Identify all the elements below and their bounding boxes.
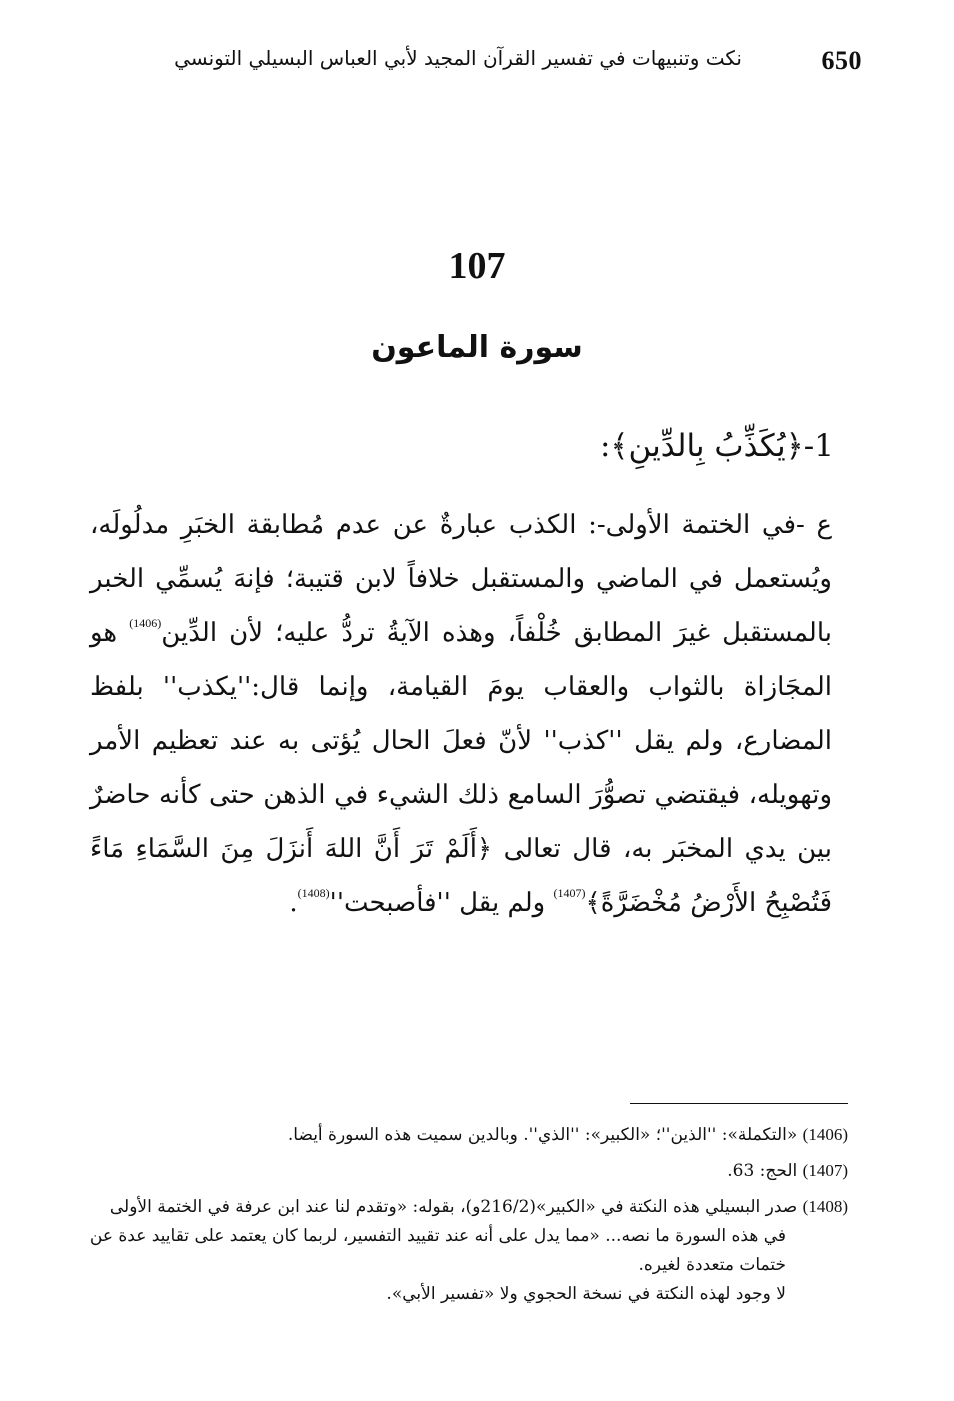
footnote-text: «التكملة»: ''الذين''؛ «الكبير»: ''الذي''. وبالدين سميت هذه السورة أيضا.: [287, 1125, 798, 1145]
footnote-1407: [84, 1156, 848, 1186]
footnote-separator: [630, 1103, 848, 1104]
quran-verse: ﴿أَلَمْ تَرَ أَنَّ اللهَ أَنزَلَ مِنَ السَّمَاءِ مَاءً فَتُصْبِحُ الأَرْضُ مُخْضَرَّةً﴾: [90, 834, 832, 918]
footnote-ref-1408[interactable]: (1408): [297, 886, 330, 900]
section-heading: 1-﴿يُكَذِّبُ بِالدِّينِ﴾:: [599, 428, 834, 464]
running-title: نكت وتنبيهات في تفسير القرآن المجيد لأبي العباس البسيلي التونسي: [174, 46, 742, 70]
footnote-number: (1406): [802, 1125, 848, 1144]
footnote-text: الحج: 63.: [727, 1161, 798, 1181]
body-text: [90, 498, 832, 930]
footnote-number: (1407): [802, 1161, 848, 1180]
body-text-part-3: ولم يقل ''فأصبحت'': [329, 888, 554, 918]
footnote-text-continuation: في هذه السورة ما نصه... «مما يدل على أنه عند تقييد التفسير، لربما كان يعتمد على تقاييد عدة عن ختمات متعددة لغيره.: [89, 1226, 786, 1275]
running-header: [70, 40, 862, 86]
footnote-text: صدر البسيلي هذه النكتة في «الكبير»(216/2و)، بقوله: «وتقدم لنا عند ابن عرفة في الختمة الأولى: [109, 1197, 798, 1217]
surah-title: سورة الماعون: [371, 330, 583, 365]
footnote-1408: [84, 1192, 848, 1309]
body-paragraph: [90, 498, 832, 930]
footnote-ref-1407[interactable]: (1407): [553, 886, 586, 900]
footnote-text-extra: لا وجود لهذه النكتة في نسخة الحجوي ولا «تفسير الأبي».: [386, 1284, 786, 1304]
page-number: 650: [821, 46, 862, 75]
footnote-ref-1406[interactable]: (1406): [129, 616, 162, 630]
footnotes: [84, 1120, 848, 1315]
body-text-part-2: هو المجَازاة بالثواب والعقاب يومَ القيامة، وإنما قال:''يكذب'' بلفظ المضارع، ولم يقل ''كذب'' لأنّ فعلَ الحال يُؤتى به عند تعظيم الأمر وتهويله، فيقتضي تصوُّرَ السامع ذلك الشيء في الذهن حتى كأنه حاضرٌ بين يدي المخبَر به، قال تعالى: [90, 618, 833, 864]
body-text-part-1: ع -في الختمة الأولى-: الكذب عبارةٌ عن عدم مُطابقة الخبَرِ مدلُولَه، ويُستعمل في الماضي والمستقبل خلافاً لابن قتيبة؛ فإنهَ يُسمِّي الخبر بالمستقبل غيرَ المطابق خُلْفاً، وهذه الآيةُ تردُّ عليه؛ لأن الدِّين: [90, 510, 832, 648]
chapter-number: 107: [448, 245, 506, 287]
footnote-1406: [84, 1120, 848, 1150]
body-text-end: .: [289, 888, 298, 918]
footnote-number: (1408): [802, 1197, 848, 1216]
